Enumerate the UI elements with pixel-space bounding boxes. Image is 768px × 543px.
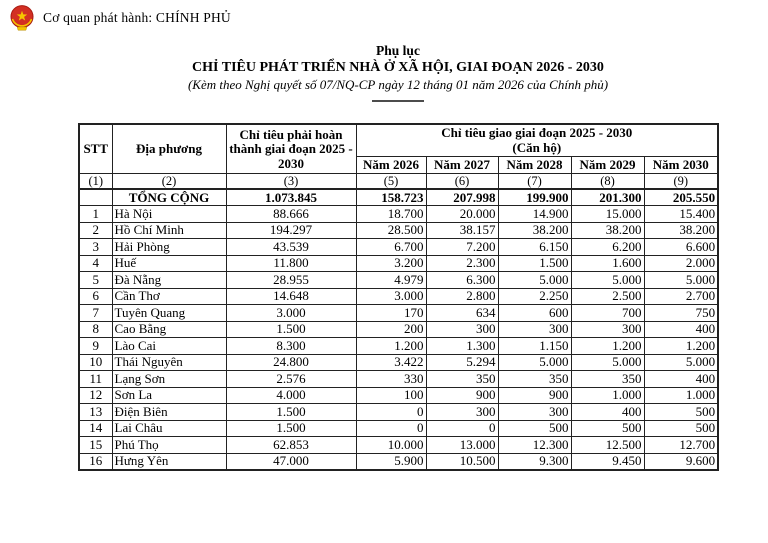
cell-year-2027: 634 xyxy=(426,305,498,322)
issuer-label: Cơ quan phát hành: CHÍNH PHỦ xyxy=(43,10,231,25)
cell-year-2026: 3.422 xyxy=(356,354,426,371)
cell-year-2026: 158.723 xyxy=(356,189,426,206)
cell-total: 28.955 xyxy=(226,272,356,289)
cell-year-2027: 300 xyxy=(426,404,498,421)
cell-year-2029: 201.300 xyxy=(571,189,644,206)
header-year-2030: Năm 2030 xyxy=(644,157,718,174)
cell-year-2027: 10.500 xyxy=(426,453,498,470)
cell-total: 8.300 xyxy=(226,338,356,355)
cell-year-2029: 6.200 xyxy=(571,239,644,256)
colnum-3: (3) xyxy=(226,174,356,190)
cell-year-2026: 28.500 xyxy=(356,222,426,239)
colnum-8: (8) xyxy=(571,174,644,190)
cell-year-2026: 6.700 xyxy=(356,239,426,256)
cell-year-2030: 5.000 xyxy=(644,354,718,371)
cell-year-2028: 38.200 xyxy=(498,222,571,239)
colnum-6: (6) xyxy=(426,174,498,190)
cell-locality: Huế xyxy=(112,255,226,272)
title-divider xyxy=(372,100,424,102)
total-row xyxy=(79,189,718,206)
cell-year-2028: 300 xyxy=(498,321,571,338)
colnum-9: (9) xyxy=(644,174,718,190)
vietnam-emblem-icon xyxy=(8,4,36,32)
table-row xyxy=(79,272,718,289)
cell-year-2027: 13.000 xyxy=(426,437,498,454)
table-row xyxy=(79,338,718,355)
cell-total: 2.576 xyxy=(226,371,356,388)
cell-total: 194.297 xyxy=(226,222,356,239)
cell-year-2026: 10.000 xyxy=(356,437,426,454)
cell-locality: Lạng Sơn xyxy=(112,371,226,388)
cell-total: 11.800 xyxy=(226,255,356,272)
cell-locality: Tuyên Quang xyxy=(112,305,226,322)
cell-stt: 12 xyxy=(79,387,112,404)
cell-year-2026: 0 xyxy=(356,404,426,421)
cell-year-2027: 207.998 xyxy=(426,189,498,206)
cell-year-2028: 199.900 xyxy=(498,189,571,206)
document-title: CHỈ TIÊU PHÁT TRIỂN NHÀ Ở XÃ HỘI, GIAI ĐOẠN 2026 - 2030 xyxy=(192,60,604,76)
table-row xyxy=(79,239,718,256)
cell-year-2030: 1.200 xyxy=(644,338,718,355)
cell-year-2026: 1.200 xyxy=(356,338,426,355)
cell-year-2026: 18.700 xyxy=(356,206,426,223)
document-header xyxy=(0,0,768,32)
header-target-assigned-unit: (Căn hộ) xyxy=(512,139,562,155)
header-year-2028: Năm 2028 xyxy=(498,157,571,174)
table-row xyxy=(79,321,718,338)
cell-year-2030: 500 xyxy=(644,404,718,421)
cell-locality: TỔNG CỘNG xyxy=(112,189,226,206)
cell-year-2027: 7.200 xyxy=(426,239,498,256)
document-subtitle: (Kèm theo Nghị quyết số 07/NQ-CP ngày 12 tháng 01 năm 2026 của Chính phủ) xyxy=(187,76,609,92)
cell-year-2030: 9.600 xyxy=(644,453,718,470)
cell-year-2027: 38.157 xyxy=(426,222,498,239)
cell-year-2027: 300 xyxy=(426,321,498,338)
cell-year-2026: 3.200 xyxy=(356,255,426,272)
table-body xyxy=(79,189,718,470)
cell-stt: 10 xyxy=(79,354,112,371)
appendix-label: Phụ lục xyxy=(376,43,420,58)
header-stt: STT xyxy=(79,124,112,174)
cell-year-2029: 5.000 xyxy=(571,272,644,289)
cell-year-2027: 350 xyxy=(426,371,498,388)
cell-year-2030: 500 xyxy=(644,420,718,437)
cell-year-2028: 5.000 xyxy=(498,354,571,371)
cell-year-2028: 500 xyxy=(498,420,571,437)
table-row xyxy=(79,371,718,388)
cell-locality: Điện Biên xyxy=(112,404,226,421)
cell-locality: Hồ Chí Minh xyxy=(112,222,226,239)
cell-stt: 15 xyxy=(79,437,112,454)
cell-stt: 7 xyxy=(79,305,112,322)
cell-year-2026: 5.900 xyxy=(356,453,426,470)
cell-year-2030: 400 xyxy=(644,371,718,388)
cell-year-2029: 1.000 xyxy=(571,387,644,404)
cell-year-2029: 9.450 xyxy=(571,453,644,470)
cell-total: 88.666 xyxy=(226,206,356,223)
title-block xyxy=(78,43,718,102)
cell-year-2030: 15.400 xyxy=(644,206,718,223)
cell-total: 1.500 xyxy=(226,404,356,421)
cell-locality: Thái Nguyên xyxy=(112,354,226,371)
cell-locality: Hà Nội xyxy=(112,206,226,223)
cell-year-2026: 330 xyxy=(356,371,426,388)
cell-year-2028: 900 xyxy=(498,387,571,404)
cell-locality: Lào Cai xyxy=(112,338,226,355)
cell-year-2027: 2.800 xyxy=(426,288,498,305)
cell-locality: Hải Phòng xyxy=(112,239,226,256)
cell-year-2028: 14.900 xyxy=(498,206,571,223)
cell-year-2027: 1.300 xyxy=(426,338,498,355)
header-target-complete: Chỉ tiêu phải hoàn thành giai đoạn 2025 - 2030 xyxy=(226,124,356,174)
cell-year-2030: 1.000 xyxy=(644,387,718,404)
cell-locality: Cần Thơ xyxy=(112,288,226,305)
cell-year-2028: 5.000 xyxy=(498,272,571,289)
cell-year-2028: 1.150 xyxy=(498,338,571,355)
cell-year-2030: 750 xyxy=(644,305,718,322)
cell-year-2029: 38.200 xyxy=(571,222,644,239)
cell-year-2027: 6.300 xyxy=(426,272,498,289)
cell-locality: Đà Nẵng xyxy=(112,272,226,289)
table-row xyxy=(79,206,718,223)
cell-total: 4.000 xyxy=(226,387,356,404)
cell-year-2029: 1.600 xyxy=(571,255,644,272)
cell-total: 47.000 xyxy=(226,453,356,470)
cell-locality: Lai Châu xyxy=(112,420,226,437)
cell-stt: 5 xyxy=(79,272,112,289)
cell-year-2030: 2.700 xyxy=(644,288,718,305)
cell-stt: 13 xyxy=(79,404,112,421)
cell-stt: 6 xyxy=(79,288,112,305)
header-row-groups xyxy=(79,124,718,157)
cell-year-2026: 3.000 xyxy=(356,288,426,305)
header-year-2029: Năm 2029 xyxy=(571,157,644,174)
header-year-2026: Năm 2026 xyxy=(356,157,426,174)
header-target-assigned-title: Chỉ tiêu giao giai đoạn 2025 - 2030 xyxy=(441,125,633,141)
cell-year-2026: 100 xyxy=(356,387,426,404)
cell-year-2029: 2.500 xyxy=(571,288,644,305)
cell-total: 43.539 xyxy=(226,239,356,256)
header-row-column-numbers xyxy=(79,174,718,190)
cell-year-2030: 5.000 xyxy=(644,272,718,289)
colnum-2: (2) xyxy=(112,174,226,190)
cell-total: 1.500 xyxy=(226,420,356,437)
cell-year-2029: 350 xyxy=(571,371,644,388)
table-row xyxy=(79,420,718,437)
cell-locality: Cao Bằng xyxy=(112,321,226,338)
cell-total: 1.073.845 xyxy=(226,189,356,206)
cell-stt: 3 xyxy=(79,239,112,256)
header-target-assigned xyxy=(356,124,718,157)
cell-stt: 9 xyxy=(79,338,112,355)
cell-year-2027: 5.294 xyxy=(426,354,498,371)
housing-targets-table xyxy=(78,123,719,471)
cell-year-2029: 5.000 xyxy=(571,354,644,371)
table-row xyxy=(79,387,718,404)
cell-year-2028: 600 xyxy=(498,305,571,322)
cell-year-2026: 170 xyxy=(356,305,426,322)
cell-total: 62.853 xyxy=(226,437,356,454)
cell-locality: Phú Thọ xyxy=(112,437,226,454)
cell-stt: 16 xyxy=(79,453,112,470)
cell-year-2030: 2.000 xyxy=(644,255,718,272)
cell-total: 3.000 xyxy=(226,305,356,322)
table-row xyxy=(79,354,718,371)
cell-year-2028: 350 xyxy=(498,371,571,388)
cell-stt: 2 xyxy=(79,222,112,239)
cell-year-2028: 6.150 xyxy=(498,239,571,256)
cell-locality: Sơn La xyxy=(112,387,226,404)
cell-year-2027: 2.300 xyxy=(426,255,498,272)
cell-year-2028: 300 xyxy=(498,404,571,421)
cell-year-2028: 1.500 xyxy=(498,255,571,272)
cell-year-2028: 2.250 xyxy=(498,288,571,305)
header-year-2027: Năm 2027 xyxy=(426,157,498,174)
table-row xyxy=(79,255,718,272)
table-row xyxy=(79,288,718,305)
cell-year-2030: 12.700 xyxy=(644,437,718,454)
cell-year-2030: 6.600 xyxy=(644,239,718,256)
cell-year-2027: 20.000 xyxy=(426,206,498,223)
cell-year-2029: 12.500 xyxy=(571,437,644,454)
cell-year-2026: 0 xyxy=(356,420,426,437)
cell-year-2026: 4.979 xyxy=(356,272,426,289)
cell-year-2029: 300 xyxy=(571,321,644,338)
cell-stt: 8 xyxy=(79,321,112,338)
cell-stt xyxy=(79,189,112,206)
cell-year-2029: 15.000 xyxy=(571,206,644,223)
colnum-7: (7) xyxy=(498,174,571,190)
cell-total: 1.500 xyxy=(226,321,356,338)
table-row xyxy=(79,222,718,239)
colnum-5: (5) xyxy=(356,174,426,190)
cell-total: 24.800 xyxy=(226,354,356,371)
cell-year-2029: 400 xyxy=(571,404,644,421)
cell-year-2027: 900 xyxy=(426,387,498,404)
cell-year-2029: 500 xyxy=(571,420,644,437)
cell-year-2026: 200 xyxy=(356,321,426,338)
cell-stt: 11 xyxy=(79,371,112,388)
cell-year-2028: 12.300 xyxy=(498,437,571,454)
cell-stt: 4 xyxy=(79,255,112,272)
table-row xyxy=(79,437,718,454)
cell-stt: 14 xyxy=(79,420,112,437)
cell-year-2027: 0 xyxy=(426,420,498,437)
table-row xyxy=(79,453,718,470)
table-row xyxy=(79,404,718,421)
cell-year-2030: 38.200 xyxy=(644,222,718,239)
cell-stt: 1 xyxy=(79,206,112,223)
cell-year-2029: 700 xyxy=(571,305,644,322)
cell-locality: Hưng Yên xyxy=(112,453,226,470)
colnum-1: (1) xyxy=(79,174,112,190)
cell-year-2029: 1.200 xyxy=(571,338,644,355)
cell-year-2030: 205.550 xyxy=(644,189,718,206)
table-row xyxy=(79,305,718,322)
cell-year-2028: 9.300 xyxy=(498,453,571,470)
cell-year-2030: 400 xyxy=(644,321,718,338)
header-locality: Địa phương xyxy=(112,124,226,174)
cell-total: 14.648 xyxy=(226,288,356,305)
